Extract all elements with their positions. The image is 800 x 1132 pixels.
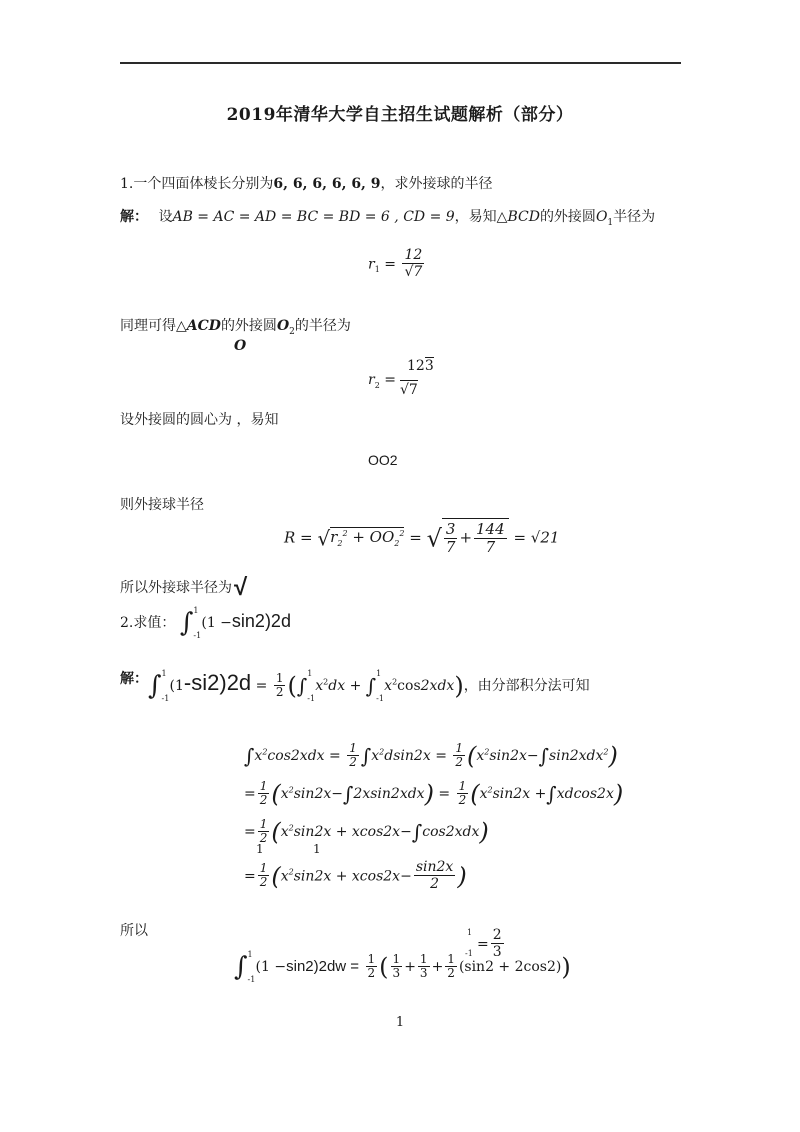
circle-o1: O xyxy=(595,209,608,225)
r2-denominator: √7 xyxy=(400,382,418,398)
R-result: √21 xyxy=(530,528,560,547)
r2-formula: $r_2$ = xyxy=(368,372,396,390)
conclusion-text: 所以外接球半径为 xyxy=(120,580,232,596)
R-frac2-den: 7 xyxy=(474,538,507,556)
R-lhs: R = xyxy=(284,528,313,547)
integral-sign: ∫ xyxy=(179,608,194,638)
text-circumcircle: 的外接圆 xyxy=(539,209,596,225)
circle-o1-subscript: 1 xyxy=(607,217,614,228)
final-top-upper: 1 xyxy=(467,928,473,937)
final-integrand-b: sin2)2dw = xyxy=(286,958,360,975)
r1-formula: $r_1$ = $\frac{12}{√7}$ xyxy=(368,247,423,281)
r1-symbol: r xyxy=(368,256,375,273)
parts-line-3: = $\frac{1}{2}$ $(x^2\sin 2x + xcos2x-\int\cos 2xdx)$ xyxy=(244,817,489,846)
parts-line-2: = $\frac{1}{2}$ $(x^2\sin 2x-\int 2xsin2xdx)$ = $\frac{1}{2}$ $(x^2\sin 2x +\int xdcos2x)$ xyxy=(244,779,624,808)
circle-o2: O xyxy=(276,318,290,334)
solution-label: 解： xyxy=(120,209,148,225)
problem-1-ask: ，求外接球的半径 xyxy=(380,176,493,192)
problem-1-number: 1. xyxy=(120,176,134,192)
oo2-label: OO2 xyxy=(368,452,398,468)
edge-equation: AB = AC = AD = BC = BD = 6 , CD = 9 xyxy=(172,209,455,225)
final-top-num: 2 xyxy=(492,927,502,943)
problem-2-prompt: 求值： xyxy=(133,615,176,631)
final-integral-sign: ∫ xyxy=(234,952,248,982)
page-title: 2019年清华大学自主招生试题解析（部分） xyxy=(226,105,574,125)
triangle-bcd: BCD xyxy=(507,209,540,225)
sphere-radius-formula: $R = √r_2^2 + OO_2^2$ = √ $\frac{3}{7}$ + $\frac{144}{7}$ = √21 xyxy=(284,520,560,556)
text-set: 设 xyxy=(158,209,173,225)
text-similarly: 同理可得△ xyxy=(120,318,187,334)
problem-1-statement xyxy=(120,173,493,193)
problem-2-statement xyxy=(120,608,291,638)
parts-line-4: = $\frac{1}{2}$ ($x^2\sin 2x + xcos2x-$ $\frac{\sin 2x}{2}$ ) xyxy=(244,859,467,893)
r1-numerator: 12 xyxy=(404,247,423,263)
final-integrand-a: (1 − xyxy=(255,959,287,975)
r1-subscript: 1 xyxy=(374,265,380,275)
stray-o-label: O xyxy=(234,338,247,354)
final-lower: -1 xyxy=(247,975,256,984)
triangle-acd: ACD xyxy=(186,318,221,334)
solution-1-conclusion xyxy=(120,574,247,602)
r2-numerator: 12 xyxy=(407,358,425,374)
R-sqrt-1: $r_2^2 + OO_2^2$ xyxy=(330,528,405,549)
circle-o2-subscript: 2 xyxy=(289,326,295,337)
r2-symbol: r xyxy=(368,372,375,388)
solution-1-line-4: 则外接球半径 xyxy=(120,497,204,513)
solution-2-line-1: ∫ 1 -1 (1-si2)2d = $\frac{1}{2}$ (∫ 1 -1 $x^2dx$ + ∫ 1 -1 $x^2\cos 2xdx$)，由分部积分法可知 xyxy=(148,669,590,703)
text-easy-know: ，易知△ xyxy=(454,209,508,225)
r1-fraction xyxy=(402,248,424,280)
solution-2-label: 解： xyxy=(120,671,148,687)
final-top-den: 3 xyxy=(492,944,502,961)
parts-line-3-stray-1a: 1 xyxy=(256,842,264,856)
final-top-value: = $\frac{2}{3}$ xyxy=(477,927,502,961)
upper-limit-2: 1 xyxy=(161,669,167,678)
parts-line-1: $\int x^2\cos 2xdx$ = $\frac{1}{2}$ $\int x^2dsin2x$ = $\frac{1}{2}$ $(x^2\sin 2x-\int\sin 2xdx^2)$ xyxy=(244,741,618,770)
final-integral-limits xyxy=(248,952,256,982)
integration-by-parts-text: ，由分部积分法可知 xyxy=(463,678,590,694)
integral-sign-2: ∫ xyxy=(148,671,162,701)
upper-limit: 1 xyxy=(193,606,199,615)
R-frac1-num: 3 xyxy=(445,520,456,538)
integral-limits xyxy=(193,608,201,638)
r1-denominator: √7 xyxy=(404,264,423,281)
top-rule xyxy=(120,62,681,64)
problem-1-prompt: 一个四面体棱长分别为 xyxy=(133,176,274,192)
text-circumcircle-2: 的外接圆 xyxy=(220,318,277,334)
parts-line-3-stray-1b: 1 xyxy=(313,842,321,856)
solution-1-line-2 xyxy=(120,315,351,337)
text-radius-is-2: 的半径为 xyxy=(294,318,351,334)
integrand-part-b: sin2)2d xyxy=(231,611,291,631)
page-number: 1 xyxy=(395,1015,405,1030)
integral-limits-2 xyxy=(162,671,170,701)
lower-limit-2: -1 xyxy=(161,694,170,703)
final-upper: 1 xyxy=(247,950,253,959)
integrand-part-a: (1 − xyxy=(201,615,232,631)
final-top-lower: -1 xyxy=(465,949,473,958)
r2-sqrt-overlap: 3 xyxy=(424,358,434,374)
R-sqrt-2: $\frac{3}{7}$ + $\frac{144}{7}$ xyxy=(442,518,509,556)
sol-integrand-a: (1 xyxy=(169,678,184,694)
problem-2-number: 2. xyxy=(120,615,134,631)
R-frac2-num: 144 xyxy=(476,520,505,538)
R-frac1-den: 7 xyxy=(445,537,456,556)
text-radius-is: 半径为 xyxy=(613,209,656,225)
r2-subscript: 2 xyxy=(374,380,380,390)
r2-term: r xyxy=(330,528,338,547)
r2-garbled-numerator xyxy=(407,358,434,374)
check-mark: √ xyxy=(234,574,248,601)
therefore-text: 所以 xyxy=(120,923,148,939)
lower-limit: -1 xyxy=(193,631,202,640)
solution-1-line-1 xyxy=(120,206,655,228)
solution-1-line-3: 设外接圆的圆心为 ，易知 xyxy=(120,412,279,428)
final-result-line: ∫ 1 -1 (1 −sin2)2dw = $\frac{1}{2}$ ( $\frac{1}{3}$ + $\frac{1}{3}$ + $\frac{1}{2}$ (sin2 + 2cos2)) xyxy=(234,950,571,984)
sol-integrand-b: -si2)2d xyxy=(183,670,252,695)
edge-lengths: 6, 6, 6, 6, 6, 9 xyxy=(273,176,381,192)
